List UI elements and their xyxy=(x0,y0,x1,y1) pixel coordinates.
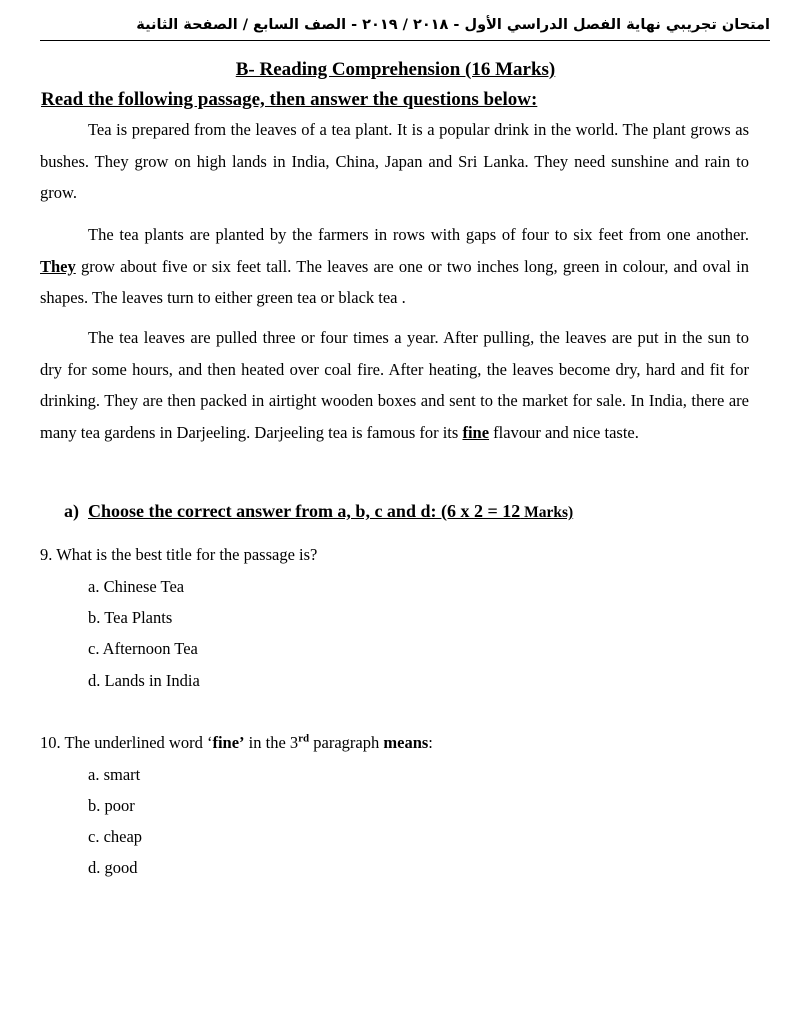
section-title: B- Reading Comprehension (16 Marks) xyxy=(235,59,556,80)
underlined-word-fine: fine xyxy=(462,422,490,442)
q9-option-b[interactable]: b. Tea Plants xyxy=(88,608,173,627)
q10-option-c[interactable]: c. cheap xyxy=(88,827,143,846)
passage-paragraph-3 xyxy=(40,322,749,448)
q10-text-c: paragraph xyxy=(309,733,384,752)
part-a-instruction xyxy=(88,501,573,521)
header-divider xyxy=(40,40,770,41)
passage-paragraph-1: Tea is prepared from the leaves of a tea plant. It is a popular drink in the world. The plant grows as bushes. They grow on high lands in India, China, Japan and Sri Lanka. They need sunshine and rain to grow. xyxy=(40,120,749,202)
q9-option-d[interactable]: d. Lands in India xyxy=(88,671,200,690)
part-a-marks: Marks) xyxy=(520,504,574,521)
paragraph-3-text-b: flavour and nice taste. xyxy=(489,422,639,442)
part-a-label: a) xyxy=(64,501,79,521)
paragraph-3-text-a: The tea leaves are pulled three or four times a year. After pulling, the leaves are put in the sun to dry for some hours, and then heated over coal fire. After heating, the leaves become dry, hard and fit for drinking. They are then packed in airtight wooden boxes and sent to the market for sale. In India, there are many tea gardens in Darjeeling. Darjeeling tea is famous for its xyxy=(40,328,749,442)
underlined-word-they: They xyxy=(40,256,76,276)
q9-option-a[interactable]: a. Chinese Tea xyxy=(88,577,185,596)
q10-option-a[interactable]: a. smart xyxy=(88,765,141,784)
question-10 xyxy=(40,731,433,755)
part-a-heading xyxy=(64,498,573,526)
q10-option-b[interactable]: b. poor xyxy=(88,796,135,815)
q10-text-b: in the 3 xyxy=(244,733,299,752)
q10-text-d: : xyxy=(428,733,433,752)
passage-paragraph-2 xyxy=(40,219,749,314)
q10-word-means: means xyxy=(383,733,429,752)
question-9: 9. What is the best title for the passage is? xyxy=(40,545,318,564)
instruction-text: Read the following passage, then answer the questions below: xyxy=(41,89,538,110)
paragraph-2-text-a: The tea plants are planted by the farmers in rows with gaps of four to six feet from one another. xyxy=(88,225,749,244)
q10-option-d[interactable]: d. good xyxy=(88,858,138,877)
q10-text-a: 10. The underlined word ‘ xyxy=(40,733,213,752)
paragraph-2-text-b: grow about five or six feet tall. The leaves are one or two inches long, green in colour, and oval in shapes. The leaves turn to either green tea or black tea . xyxy=(40,256,749,307)
part-a-heading-text: Choose the correct answer from a, b, c and d: (6 x 2 = 12 xyxy=(88,501,521,521)
q9-option-c[interactable]: c. Afternoon Tea xyxy=(88,639,198,658)
q10-word-fine: fine’ xyxy=(212,733,245,752)
exam-header: امتحان تجريبي نهاية الفصل الدراسي الأول - ٢٠١٨ / ٢٠١٩ - الصف السابع / الصفحة الثانية xyxy=(136,17,770,33)
q10-ordinal-suffix: rd xyxy=(298,732,310,745)
